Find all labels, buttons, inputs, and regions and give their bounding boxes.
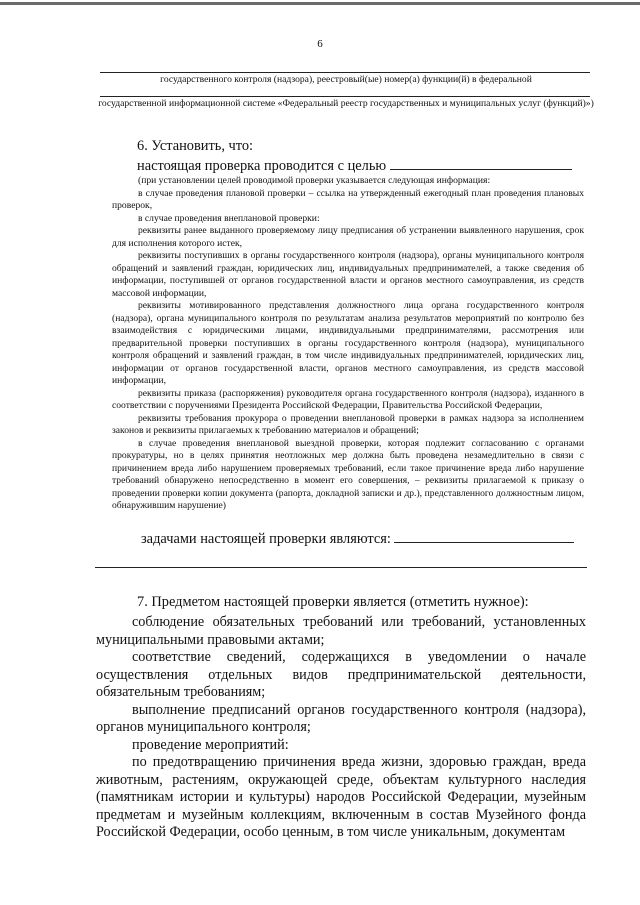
subject-item: проведение мероприятий: xyxy=(132,736,289,753)
note-line: реквизиты ранее выданного проверяемому лицу предписания об устранении выявленного нарушения, срок для исполнения которого истек, xyxy=(112,225,584,249)
section-7-items xyxy=(96,614,586,842)
scan-edge-line xyxy=(0,2,640,5)
note-line: реквизиты поступивших в органы государственного контроля (надзора), органы муниципального контроля обращений и заявлений граждан, юридических лиц, индивидуальных предпринимателей, а также сведения об информации, поступившей от органов государственной власти и органов местного самоуправления, из средств массовой информации, xyxy=(112,250,584,299)
purpose-line xyxy=(137,157,572,175)
tasks-label: задачами настоящей проверки являются: xyxy=(141,531,391,547)
section-7-title: 7. Предметом настоящей проверки является (отметить нужное): xyxy=(137,594,529,610)
purpose-notes xyxy=(112,175,584,513)
purpose-label: настоящая проверка проводится с целью xyxy=(137,158,387,174)
note-line: в случае проведения плановой проверки – ссылка на утвержденный ежегодный план проведения плановых проверок, xyxy=(112,187,584,211)
fill-line xyxy=(95,567,587,568)
subject-item: по предотвращению причинения вреда жизни, здоровью граждан, вреда животным, растениям, окружающей среде, объектам культурного наследия (памятникам истории и культуры) народов Российской Федерации, музейным предметам и музейным коллекциям, включенным в состав Музейного фонда Российской Федерации, особо ценным, в том числе уникальным, документам xyxy=(96,754,586,840)
note-line: реквизиты приказа (распоряжения) руководителя органа государственного контроля (надзора), изданного в соответствии с поручениями Президента Российской Федерации, Правительства Российской Федерации, xyxy=(112,387,584,411)
header-note-1: государственного контроля (надзора), реестровый(ые) номер(а) функции(й) в федеральной xyxy=(160,74,532,85)
note-line: в случае проведения внеплановой проверки: xyxy=(138,212,320,224)
section-6-title: 6. Установить, что: xyxy=(137,138,254,154)
note-line: в случае проведения внеплановой выездной проверки, которая подлежит согласованию с органами прокуратуры, но в целях принятия неотложных мер должна быть проведена незамедлительно в связи с причинением вреда либо нарушением проверяемых требований, если такое причинение вреда либо нарушение требований обнаружено непосредственно в момент его совершения, – реквизиты прилагаемой к приказу о проведении проверки копии документа (рапорта, докладной записки и др.), представленного должностным лицом, обнаружившим нарушение) xyxy=(112,437,584,511)
tasks-line xyxy=(141,530,574,548)
header-note-2: государственной информационной системе «Федеральный реестр государственных и муниципальных услуг (функций)») xyxy=(98,98,594,109)
fill-line xyxy=(100,72,590,73)
tasks-blank xyxy=(394,530,574,543)
purpose-blank xyxy=(390,157,572,170)
subject-item: соответствие сведений, содержащихся в уведомлении о начале осуществления отдельных видов предпринимательской деятельности, обязательным требованиям; xyxy=(96,649,586,700)
subject-item: соблюдение обязательных требований или требований, установленных муниципальными правовыми актами; xyxy=(96,614,586,648)
page-number: 6 xyxy=(317,38,323,50)
note-line: (при установлении целей проводимой проверки указывается следующая информация: xyxy=(138,175,491,186)
note-line: реквизиты мотивированного представления должностного лица органа государственного контроля (надзора), органа муниципального контроля по результатам анализа результатов мероприятий по контролю без взаимодействия с юридическими лицами, индивидуальными предпринимателями, рассмотрения или предварительной проверки поступивших в органы государственного контроля (надзора), муниципального контроля обращений и заявлений граждан, в том числе индивидуальных предпринимателей, юридических лиц, информации от органов государственной власти, органов местного самоуправления, из средств массовой информации, xyxy=(112,300,584,386)
fill-line xyxy=(100,96,590,97)
subject-item: выполнение предписаний органов государственного контроля (надзора), органов муниципального контроля; xyxy=(96,701,586,735)
note-line: реквизиты требования прокурора о проведении внеплановой проверки в рамках надзора за исполнением законов и реквизиты прилагаемых к требованию материалов и обращений; xyxy=(112,412,584,436)
